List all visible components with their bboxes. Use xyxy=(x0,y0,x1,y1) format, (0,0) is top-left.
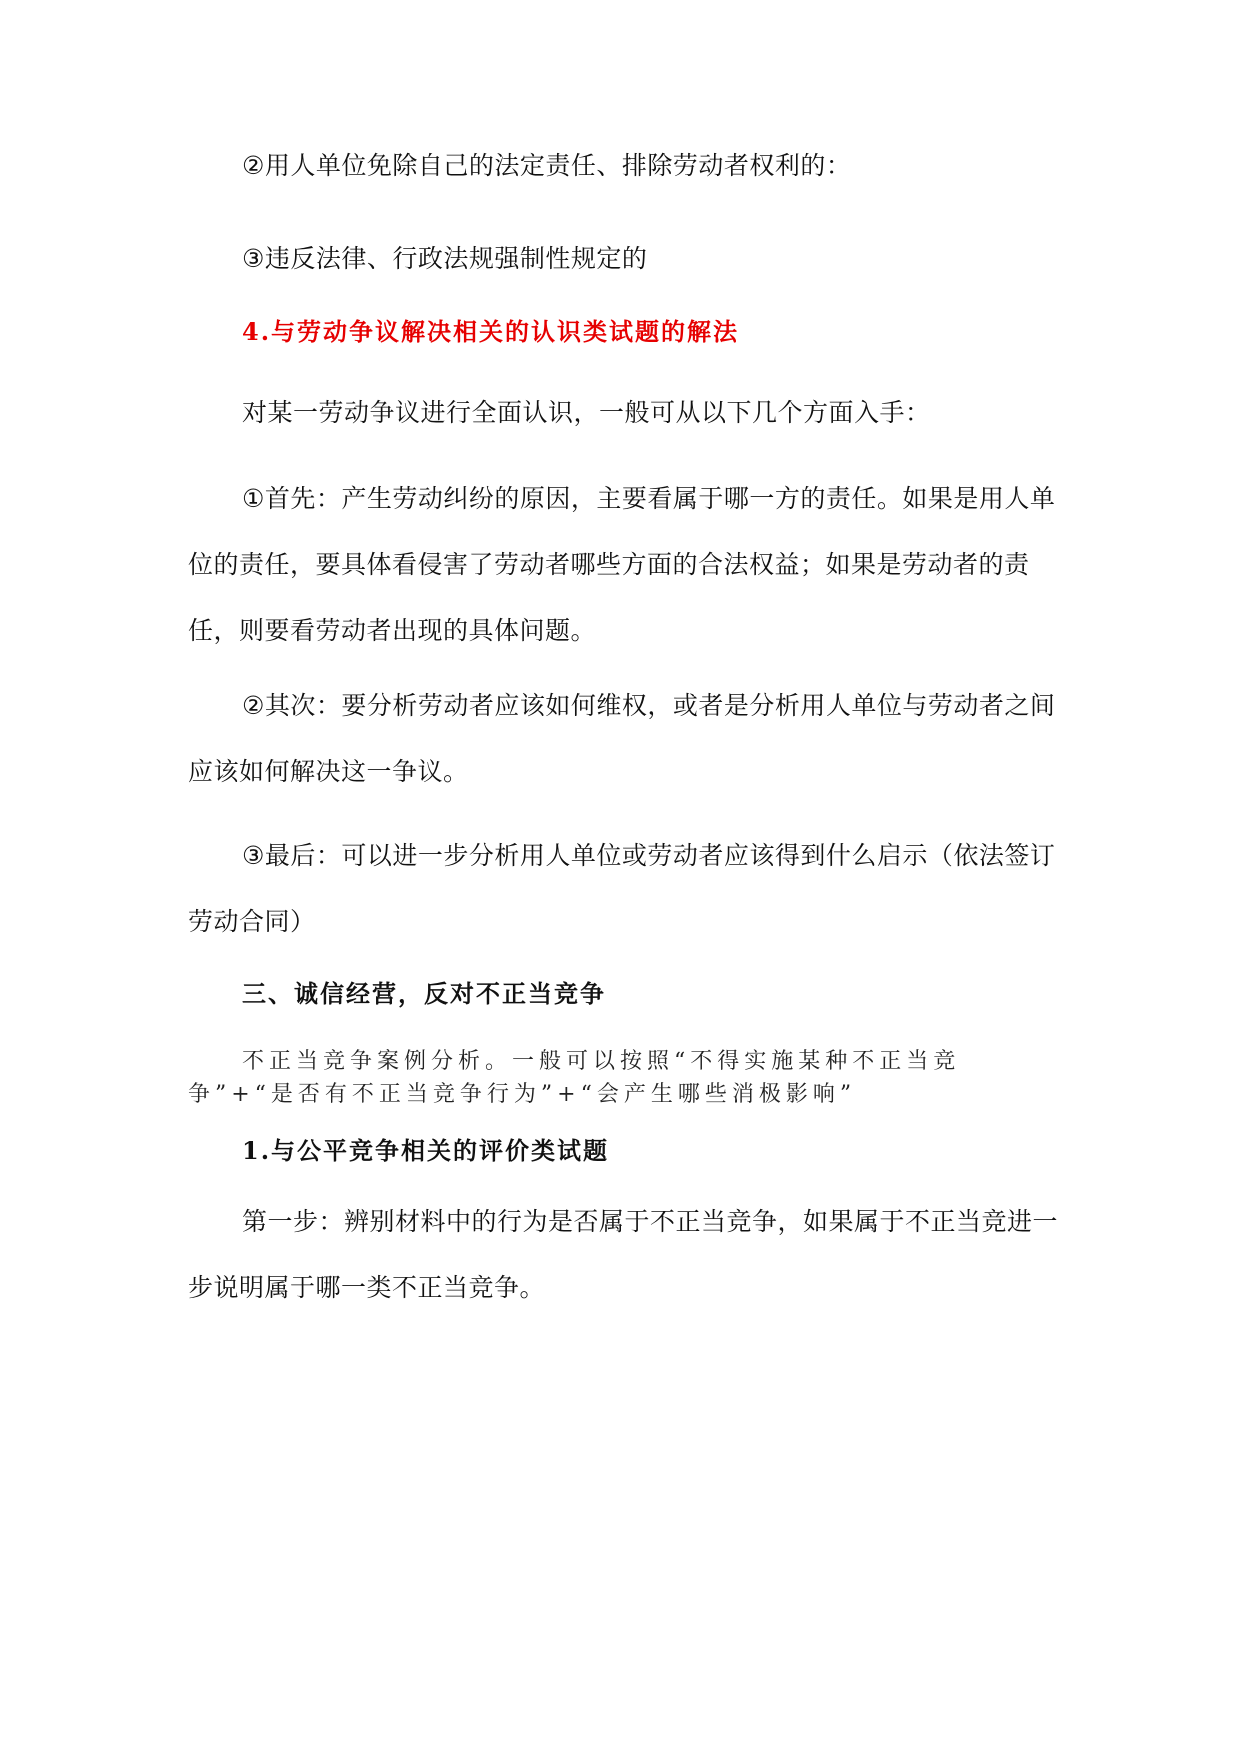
paragraph-labor-dispute-intro: 对某一劳动争议进行全面认识，一般可从以下几个方面入手： xyxy=(242,398,931,427)
heading-labor-dispute-solution: 4.与劳动争议解决相关的认识类试题的解法 xyxy=(242,317,740,346)
paragraph-second-step: ②其次：要分析劳动者应该如何维权，或者是分析用人单位与劳动者之间应该如何解决这一争议。 xyxy=(188,691,1056,786)
paragraph-unit-exemption: ②用人单位免除自己的法定责任、排除劳动者权利的： xyxy=(242,151,852,180)
paragraph-unfair-competition-analysis: 不正当竞争案例分析。一般可以按照“不得实施某种不正当竞争”+“是否有不正当竞争行为”+“会产生哪些消极影响” xyxy=(188,1049,961,1107)
heading-honest-business: 三、诚信经营，反对不正当竞争 xyxy=(242,979,606,1008)
paragraph-law-violation: ③违反法律、行政法规强制性规定的 xyxy=(242,244,648,273)
paragraph-last-step: ③最后：可以进一步分析用人单位或劳动者应该得到什么启示（依法签订劳动合同） xyxy=(188,841,1056,936)
paragraph-step-one-identify: 第一步：辨别材料中的行为是否属于不正当竞争，如果属于不正当竞进一步说明属于哪一类不正当竞争。 xyxy=(188,1207,1059,1302)
paragraph-first-step: ①首先：产生劳动纠纷的原因，主要看属于哪一方的责任。如果是用人单位的责任，要具体看侵害了劳动者哪些方面的合法权益；如果是劳动者的责任，则要看劳动者出现的具体问题。 xyxy=(188,484,1056,645)
heading-fair-competition-evaluation: 1.与公平竞争相关的评价类试题 xyxy=(242,1136,610,1165)
